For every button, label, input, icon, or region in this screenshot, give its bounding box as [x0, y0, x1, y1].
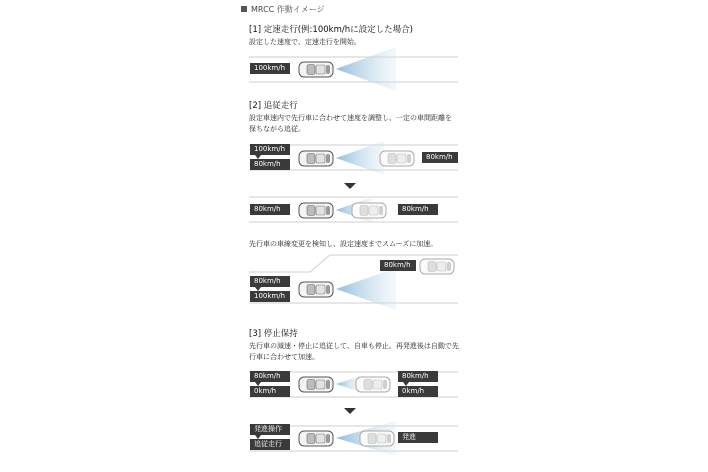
section2-description-line2: 保ちながら追従。 [249, 125, 305, 133]
step-arrow-down-icon [344, 183, 356, 189]
lead-car [380, 151, 414, 166]
lead-car [352, 203, 386, 218]
own-car [299, 282, 333, 297]
own-car [299, 151, 333, 166]
radar-beam [336, 47, 396, 91]
lead-speed-label: 80km/h [422, 152, 458, 163]
speed-label: 100km/h [250, 291, 290, 302]
lead-action-label: 発進 [398, 432, 438, 443]
speed-label: 80km/h [250, 276, 290, 287]
lead-speed-label: 80km/h [398, 204, 438, 215]
section1-heading: [1] 定速走行(例:100km/hに設定した場合) [249, 25, 413, 35]
lead-car [360, 431, 394, 446]
speed-label: 80km/h [250, 159, 290, 170]
own-car [299, 62, 333, 77]
own-car [299, 377, 333, 392]
section3-description-line2: 行車に合わせて加速。 [249, 353, 319, 361]
set-speed-label: 100km/h [250, 144, 290, 155]
radar-beam [336, 268, 396, 310]
speed-label: 0km/h [250, 386, 290, 397]
section2-heading: [2] 追従走行 [249, 101, 298, 111]
own-car [299, 431, 333, 446]
diagram-title-text: MRCC 作動イメージ [251, 5, 325, 14]
lead-speed-label: 80km/h [398, 371, 438, 382]
lead-car [356, 377, 390, 392]
section2-description-line1: 設定車速内で先行車に合わせて速度を調整し、一定の車間距離を [249, 114, 452, 122]
section3-description-line1: 先行車の減速・停止に追従して、自車も停止。再発進後は自動で先 [249, 342, 459, 350]
section1-description: 設定した速度で、定速走行を開始。 [249, 38, 361, 46]
lane-change-description: 先行車の車線変更を検知し、設定速度までスムーズに加速。 [249, 240, 438, 248]
step-arrow-down-icon [344, 408, 356, 414]
speed-label: 80km/h [250, 371, 290, 382]
lead-speed-label: 0km/h [398, 386, 438, 397]
driving-mode-label: 追従走行 [250, 439, 290, 450]
lead-speed-label: 80km/h [380, 260, 416, 271]
lead-car [420, 259, 454, 274]
section3-heading: [3] 停止保持 [249, 329, 298, 339]
speed-label: 100km/h [250, 63, 290, 74]
own-car [299, 203, 333, 218]
driver-action-label: 発進操作 [250, 424, 290, 435]
speed-label: 80km/h [250, 204, 290, 215]
